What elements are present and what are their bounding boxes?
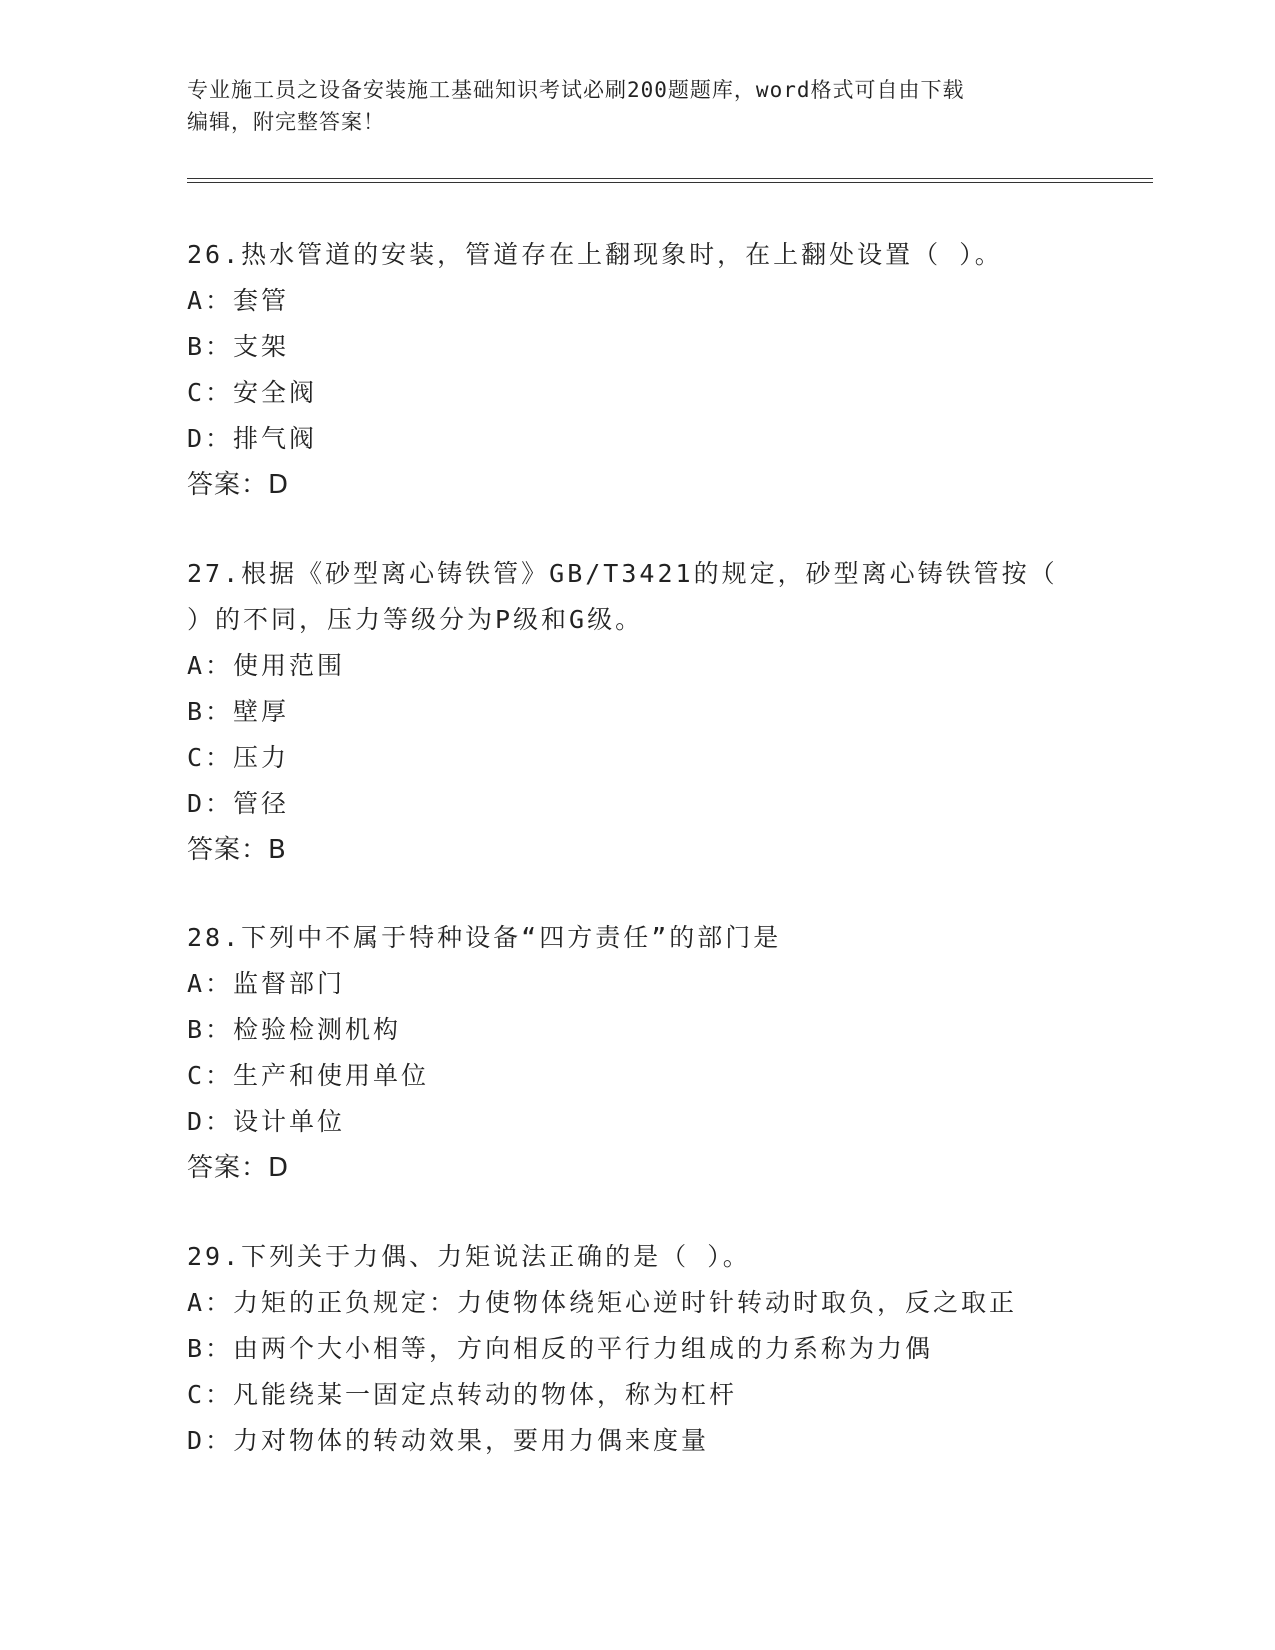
answer: 答案：D [187, 1153, 290, 1183]
question-stem-line: 28.下列中不属于特种设备“四方责任”的部门是 [187, 923, 782, 952]
header-divider-top [187, 178, 1153, 179]
option-b: B：支架 [187, 332, 290, 361]
option-b: B：壁厚 [187, 697, 290, 726]
option-a: A：监督部门 [187, 969, 346, 998]
option-c: C：凡能绕某一固定点转动的物体，称为杠杆 [187, 1380, 738, 1409]
option-b: B：检验检测机构 [187, 1015, 402, 1044]
document-title-line-2: 编辑，附完整答案！ [187, 110, 385, 134]
option-a: A：套管 [187, 286, 290, 315]
question-stem [187, 232, 1067, 278]
question-stem [187, 551, 1067, 643]
answer: 答案：B [187, 835, 287, 865]
document-title [187, 74, 1087, 138]
option-d: D：管径 [187, 789, 290, 818]
option-c: C：压力 [187, 743, 290, 772]
question-stem-line: 26.热水管道的安装，管道存在上翻现象时，在上翻处设置（ ）。 [187, 240, 1003, 269]
option-c: C：安全阀 [187, 378, 318, 407]
question-28 [187, 915, 1067, 1191]
question-stem [187, 1234, 1067, 1280]
option-a: A：力矩的正负规定：力使物体绕矩心逆时针转动时取负，反之取正 [187, 1288, 1018, 1317]
option-d: D：排气阀 [187, 424, 318, 453]
question-29 [187, 1234, 1067, 1464]
option-d: D：力对物体的转动效果，要用力偶来度量 [187, 1426, 710, 1455]
question-27 [187, 551, 1067, 873]
question-stem-line: ）的不同，压力等级分为P级和G级。 [187, 605, 644, 634]
question-stem-line: 29.下列关于力偶、力矩说法正确的是（ ）。 [187, 1242, 751, 1271]
question-stem [187, 915, 1067, 961]
question-26 [187, 232, 1067, 508]
option-b: B：由两个大小相等，方向相反的平行力组成的力系称为力偶 [187, 1334, 934, 1363]
answer: 答案：D [187, 470, 290, 500]
document-title-line-1: 专业施工员之设备安装施工基础知识考试必刷200题题库，word格式可自由下载 [187, 78, 965, 102]
question-stem-line: 27.根据《砂型离心铸铁管》GB/T3421的规定，砂型离心铸铁管按（ [187, 559, 1058, 588]
option-c: C：生产和使用单位 [187, 1061, 430, 1090]
header-divider-bottom [187, 182, 1153, 183]
option-a: A：使用范围 [187, 651, 346, 680]
option-d: D：设计单位 [187, 1107, 346, 1136]
